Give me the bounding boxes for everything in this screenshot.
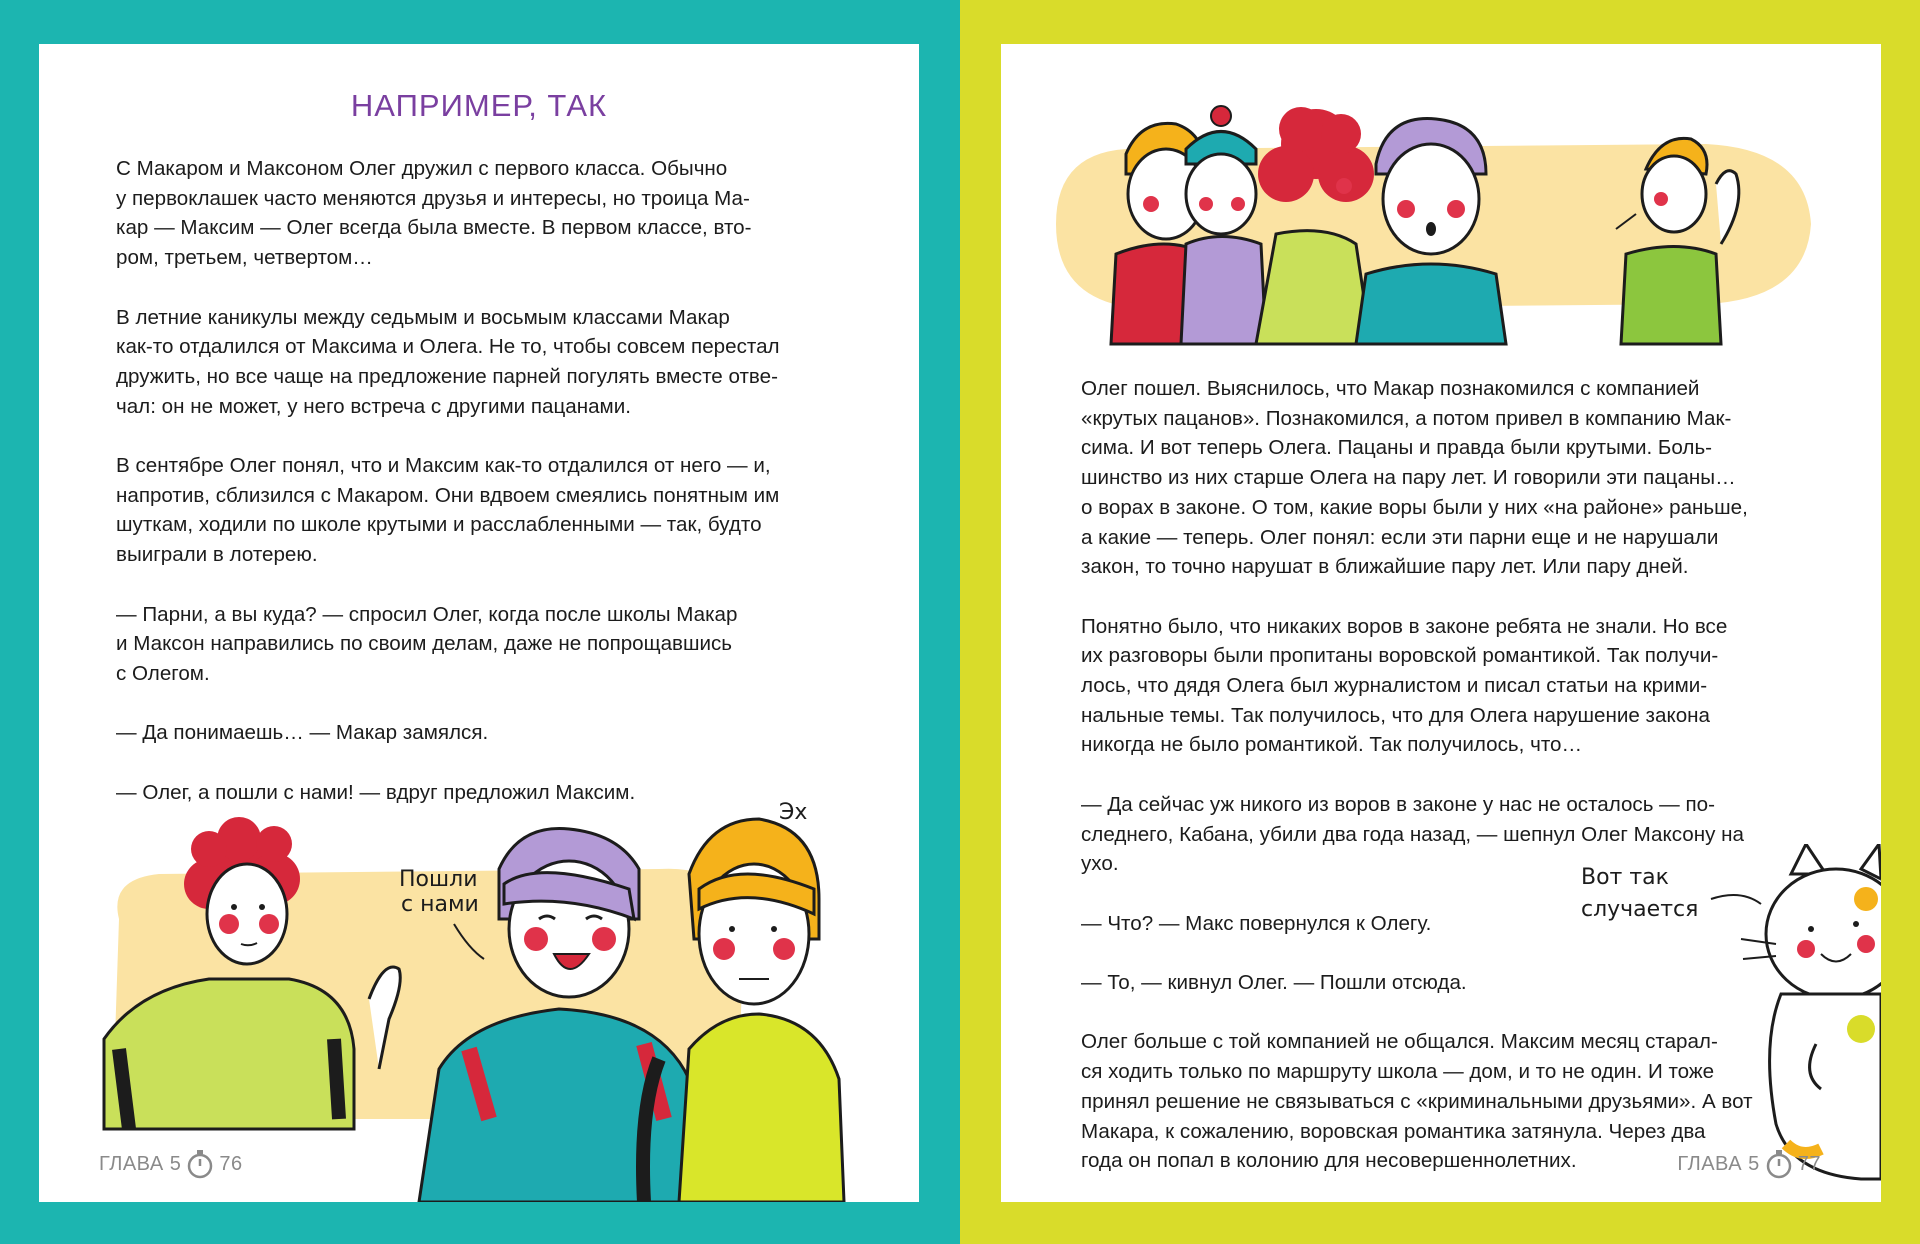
text-line: никогда не было романтикой. Так получилось, что… xyxy=(1081,733,1583,757)
page-heading: НАПРИМЕР, ТАК xyxy=(350,88,608,123)
text-line: и Максон направились по своим делам, даже не попрощавшись xyxy=(116,632,733,656)
paragraph xyxy=(116,600,780,689)
text-line: как-то отдалился от Максима и Олега. Не то, чтобы совсем перестал xyxy=(116,335,780,359)
text-line: следнего, Кабана, убили два года назад, — шепнул Олег Максону на xyxy=(1081,822,1744,846)
paragraph xyxy=(116,451,780,570)
text-line: В летние каникулы между седьмым и восьмым классами Макар xyxy=(116,305,730,329)
text-line: шинство из них старше Олега на пару лет. И говорили эти пацаны… xyxy=(1081,466,1736,490)
speech-line: Пошли xyxy=(399,867,478,892)
text-line: В сентябре Олег понял, что и Максим как-то отдалился от него — и, xyxy=(116,454,771,477)
text-line: нальные темы. Так получилось, что для Олега нарушение закона xyxy=(1081,703,1710,727)
stopwatch-icon xyxy=(1764,1148,1794,1180)
text-line: — То, — кивнул Олег. — Пошли отсюда. xyxy=(1081,971,1467,994)
left-text xyxy=(116,154,780,837)
text-line: — Да понимаешь… — Макар замялся. xyxy=(116,721,489,745)
cat xyxy=(1741,844,1881,1179)
text-line: их разговоры были пропитаны воровской романтикой. Так получи- xyxy=(1081,644,1719,668)
text-line: а какие — теперь. Олег понял: если эти парни еще и не нарушали xyxy=(1081,525,1719,549)
text-line: Олег пошел. Выяснилось, что Макар познакомился с компанией xyxy=(1081,377,1700,400)
page-footer xyxy=(1677,1148,1821,1180)
page-number: 76 xyxy=(219,1152,243,1175)
page-number: 77 xyxy=(1797,1152,1821,1175)
text-line: о ворах в законе. О том, какие воры были у них «на районе» раньше, xyxy=(1081,495,1748,519)
chapter-label: ГЛАВА 5 xyxy=(1677,1152,1760,1175)
text-line: «крутых пацанов». Познакомился, а потом привел в компанию Мак- xyxy=(1081,406,1732,430)
paragraph xyxy=(116,718,780,748)
page-footer xyxy=(99,1148,243,1180)
paragraph xyxy=(1081,374,1753,582)
paragraph xyxy=(116,303,780,422)
text-line: сима. И вот теперь Олега. Пацаны и правда были крутыми. Боль- xyxy=(1081,436,1713,460)
text-line: с Олегом. xyxy=(116,661,210,685)
text-line: ром, третьем, четвертом… xyxy=(116,246,373,270)
text-line: шуткам, ходили по школе крутыми и расслабленными — так, будто xyxy=(116,513,762,537)
left-page xyxy=(39,44,919,1202)
text-line: чал: он не может, у него встреча с другими пацанами. xyxy=(116,394,631,418)
text-line: Макара, к сожалению, воровская романтика затянула. Через два xyxy=(1081,1119,1706,1143)
text-line: Олег больше с той компанией не общался. Максим месяц старал- xyxy=(1081,1030,1718,1054)
speech-word: Эх xyxy=(779,800,808,825)
gang-illustration xyxy=(1046,94,1816,354)
chapter-label: ГЛАВА 5 xyxy=(99,1152,182,1175)
text-line: — Что? — Макс повернулся к Олегу. xyxy=(1081,911,1432,935)
three-boys-illustration xyxy=(99,789,919,1202)
text-line: С Макаром и Максоном Олег дружил с первого класса. Обычно xyxy=(116,157,728,180)
speech-line: Вот так xyxy=(1581,865,1669,890)
text-line: — Да сейчас уж никого из воров в законе у нас не осталось — по- xyxy=(1081,792,1715,816)
text-line: ухо. xyxy=(1081,852,1119,876)
text-line: ся ходить только по маршруту школа — дом, и то не один. И тоже xyxy=(1081,1060,1715,1084)
text-line: — Олег, а пошли с нами! — вдруг предложил Максим. xyxy=(116,780,636,804)
text-line: напротив, сблизился с Макаром. Они вдвоем смеялись понятным им xyxy=(116,483,780,507)
speech-line: случается xyxy=(1581,897,1699,922)
text-line: лось, что дядя Олега был журналистом и писал статьи на крими- xyxy=(1081,674,1708,698)
text-line: у первоклашек часто меняются друзья и интересы, но троица Ма- xyxy=(116,186,750,210)
speech-line: с нами xyxy=(401,892,479,917)
text-line: принял решение не связываться с «криминальными друзьями». А вот xyxy=(1081,1089,1753,1113)
text-line: — Парни, а вы куда? — спросил Олег, когда после школы Макар xyxy=(116,602,738,626)
text-line: года он попал в колонию для несовершеннолетних. xyxy=(1081,1149,1577,1173)
text-line: выиграли в лотерею. xyxy=(116,543,318,567)
cat-illustration xyxy=(1561,844,1881,1184)
right-page xyxy=(1001,44,1881,1202)
text-line: закон, то точно нарушат в ближайшие пару лет. Или пару дней. xyxy=(1081,555,1689,579)
paragraph xyxy=(116,154,780,273)
speech-vot-tak-sluchaetsya xyxy=(1581,865,1761,922)
stopwatch-icon xyxy=(185,1148,215,1180)
paragraph xyxy=(1081,612,1753,761)
text-line: дружить, но все чаще на предложение парней погулять вместе отве- xyxy=(116,364,778,388)
text-line: Понятно было, что никаких воров в законе ребята не знали. Но все xyxy=(1081,614,1728,638)
text-line: кар — Максим — Олег всегда была вместе. В первом классе, вто- xyxy=(116,216,752,240)
